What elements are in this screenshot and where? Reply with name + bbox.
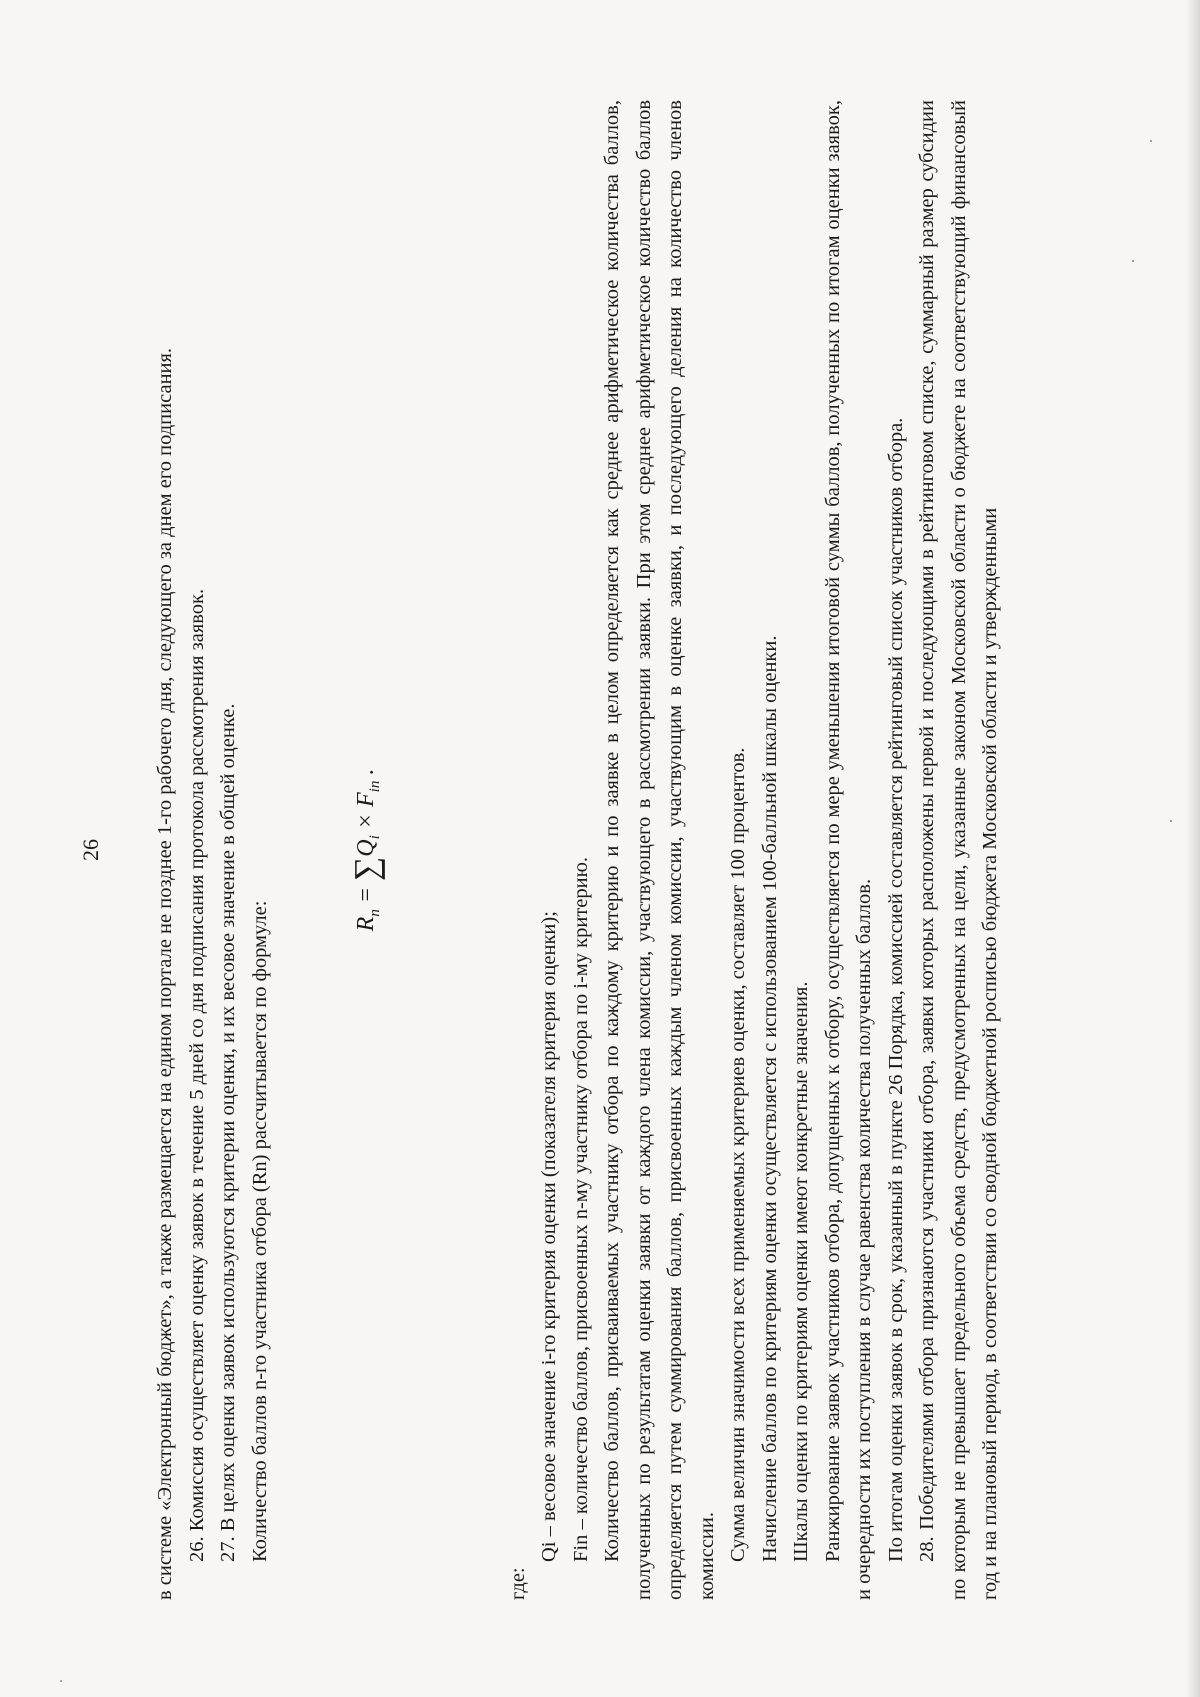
paragraph: По итогам оценки заявок в срок, указанный в пункте 26 Порядка, комиссией составляется рейтинговый список участников отбора.: [884, 417, 907, 1562]
formula-f-sub: in: [366, 780, 383, 793]
formula-eq: =: [353, 880, 379, 910]
scan-speck: [1170, 820, 1172, 822]
formula-lhs-sub: n: [366, 909, 383, 917]
scan-speck: [1150, 140, 1152, 142]
paragraph: 28. Победителями отбора признаются участники отбора, заявки которых расположены первой и последующими в рейтинговом списке, суммарный размер субсидии по которым не превышает предельного объема средств, предусмотренных на цели, указанные законом Московской области о бюджете на соответствующий финансовый год и на плановый период, в соответствии со сводной бюджетной росписью бюджета Московской области и утвержденными: [916, 100, 1002, 1600]
formula-q-sub: i: [366, 835, 383, 840]
formula-f: F: [353, 792, 379, 807]
formula-end: .: [353, 768, 379, 781]
paragraph: Qi – весовое значение i-го критерия оценки (показателя критерия оценки);: [538, 911, 561, 1562]
scan-speck: [60, 1680, 62, 1682]
paragraph: в системе «Электронный бюджет», а также размещается на едином портале не позднее 1-го рабочего дня, следующего за днем его подписания.: [154, 347, 176, 1600]
scan-edge: [1186, 0, 1200, 1697]
paragraph: Начисление баллов по критериям оценки осуществляется с использованием 100-балльной шкалы оценки.: [758, 635, 781, 1562]
formula-lhs: R: [353, 916, 379, 932]
scan-speck: [1132, 260, 1134, 262]
paragraph: Шкалы оценки по критериям оценки имеют конкретные значения.: [790, 981, 813, 1562]
paragraph: где:: [506, 1567, 529, 1600]
formula: [346, 100, 395, 1600]
paragraph: Fin – количество баллов, присвоенных n-му участнику отбора по i-му критерию.: [569, 856, 592, 1562]
paragraph: 26. Комиссия осуществляет оценку заявок в течение 5 дней со дня подписания протокола рассмотрения заявок.: [185, 588, 208, 1562]
formula-q: Q: [353, 839, 379, 857]
paragraph: Количество баллов, присваиваемых участнику отбора по каждому критерию и по заявке в целом определяется как среднее арифметическое количества баллов, полученных по результатам оценки заявки от каждого члена комиссии, участвующего в рассмотрении заявки. При этом среднее арифметическое количество баллов определяется путем суммирования баллов, присвоенных каждым членом комиссии, участвующим в оценке заявки, и последующего деления на количество членов комиссии.: [601, 100, 718, 1600]
paragraph: 27. В целях оценки заявок используются критерии оценки, и их весовое значение в общей оценке.: [217, 703, 239, 1562]
paragraph: Количество баллов n-го участника отбора (Rn) рассчитывается по формуле:: [248, 900, 271, 1562]
page-number: 26: [78, 839, 103, 861]
paragraph: Ранжирование заявок участников отбора, допущенных к отбору, осуществляется по мере уменьшения итоговой суммы баллов, полученных по итогам оценки заявок, и очередности их поступления в случае равенства количества полученных баллов.: [821, 100, 876, 1600]
paragraph: Сумма величин значимости всех применяемых критериев оценки, составляет 100 процентов.: [727, 747, 750, 1562]
formula-times: ×: [353, 807, 379, 836]
rotated-text-block: [78, 100, 1080, 1600]
sum-symbol: ∑: [348, 856, 386, 881]
